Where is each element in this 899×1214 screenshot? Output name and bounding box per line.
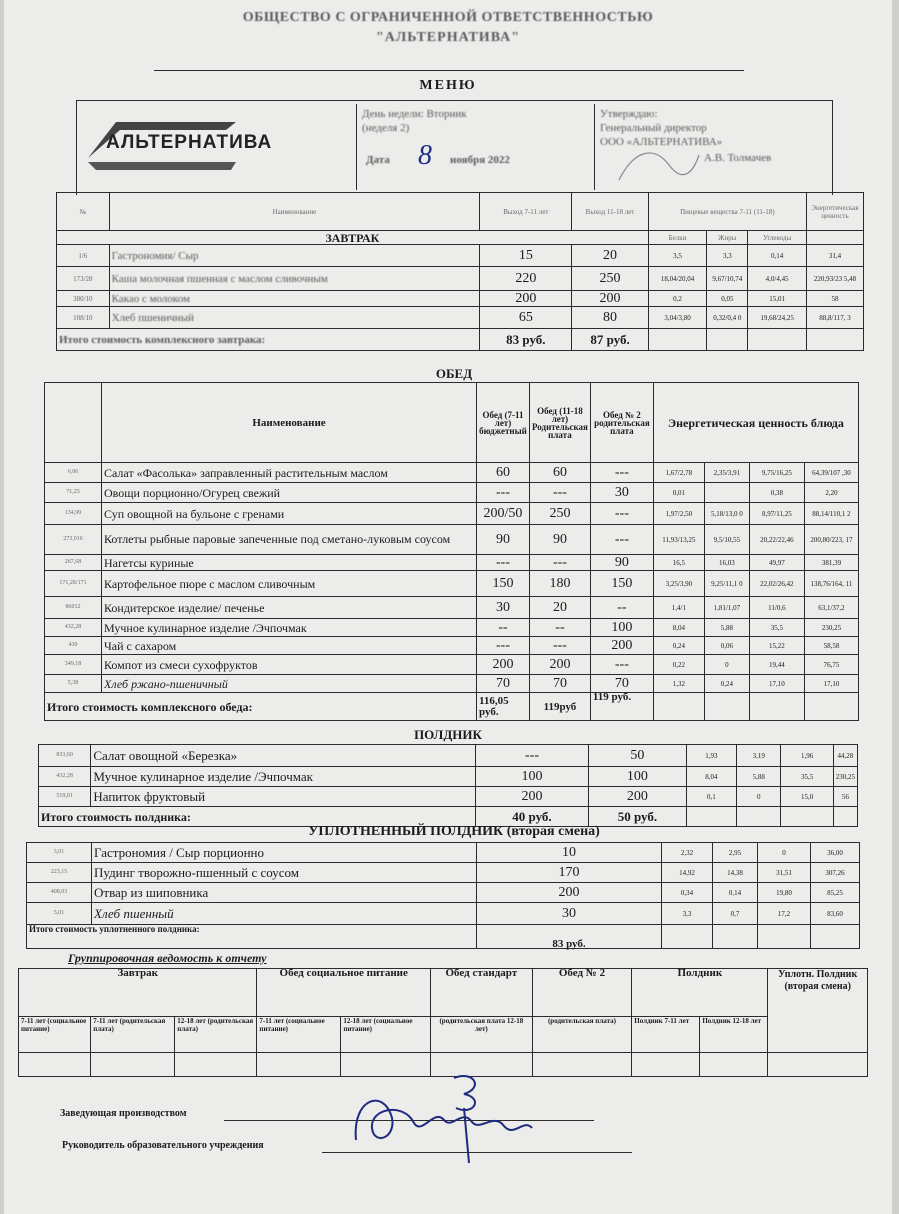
summary-title: Группировочная ведомость к отчету (68, 951, 267, 965)
table-row: 6,06 Салат «Фасолька» заправленный растительным маслом 60 60 --- 1,67/2,78 2,35/3,91 9,75/16,25 64,39/107 ,30 (45, 463, 859, 483)
table-row: 833,60 Салат овощной «Березка» --- 50 1,93 3,19 1,96 44,28 (39, 745, 858, 767)
logo-text: АЛЬТЕРНАТИВА (106, 132, 273, 153)
table-row: 430 Чай с сахаром --- --- 200 0,24 0,06 15,22 58,58 (45, 637, 859, 655)
lunch-col-name: Наименование (102, 383, 477, 463)
lunch-total-row: Итого стоимость комплексного обеда: 116,05 руб. 119руб 119 руб. (45, 693, 859, 721)
sub-fat: Жиры (707, 231, 748, 245)
sub-carbs: Углеводы (748, 231, 807, 245)
snack-total-row: Итого стоимость полдника: 40 руб. 50 руб. (39, 807, 858, 827)
table-row: 432,28 Мучное кулинарное изделие /Эчпочмак -- -- 100 8,04 5,88 35,5 230,25 (45, 619, 859, 637)
col-energy: Энергетическая ценность (807, 193, 864, 231)
table-row: 432,28 Мучное кулинарное изделие /Эчпочмак 100 100 8,04 5,88 35,5 230,25 (39, 767, 858, 787)
menu-title: МЕНЮ (419, 78, 477, 93)
table-row: 349,18 Компот из смеси сухофруктов 200 200 --- 0,22 0 19,44 76,75 (45, 655, 859, 675)
col-name: Наименование (109, 193, 480, 231)
col-out1: Выход 7-11 лет (480, 193, 572, 231)
approve-position: Генеральный директор (600, 122, 707, 134)
summary-lunch-social: Обед социальное питание (257, 969, 431, 1017)
summary-breakfast: Завтрак (19, 969, 257, 1017)
table-row: 1/6 Гастрономия/ Сыр 15 20 3,5 3,3 0,14 31,4 (57, 245, 864, 267)
table-row: 267,68 Нагетсы куриные --- --- 90 16,5 16,03 49,97 381,39 (45, 555, 859, 571)
table-row: 408,03 Отвар из шиповника 200 0,34 0,14 19,80 85,25 (27, 883, 860, 903)
table-row: 5,38 Хлеб ржано-пшеничный 70 70 70 1,32 0,24 17,10 17,10 (45, 675, 859, 693)
section-breakfast: ЗАВТРАК (57, 231, 649, 245)
day-label: День недели: Вторник (362, 108, 467, 120)
date-suffix: ноября 2022 (450, 154, 510, 166)
section-snack: ПОЛДНИК (414, 727, 482, 742)
date-label: Дата (366, 154, 390, 166)
menu-document (4, 0, 892, 1214)
approve-org: ООО «АЛЬТЕРНАТИВА» (600, 136, 723, 148)
col-num: № (57, 193, 110, 231)
lunch-col-c: Обед № 2 родительская плата (590, 383, 653, 463)
lunch-col-b: Обед (11-18 лет) Родительская плата (530, 383, 591, 463)
date-value: 8 (418, 140, 432, 171)
summary-lunch-std: Обед стандарт (431, 969, 533, 1017)
logo (86, 118, 326, 178)
section-lunch: ОБЕД (435, 366, 473, 381)
table-row: 86012 Кондитерское изделие/ печенье 30 20 -- 1,4/1 1,81/1,07 11/0,6 63,1/37,2 (45, 597, 859, 619)
table-row: 380/10 Какао с молоком 200 200 0,2 0,05 15,01 58 (57, 291, 864, 307)
lunch-col-a: Обед (7-11 лет) бюджетный (477, 383, 530, 463)
summary-snack2: Уплотн. Полдник (вторая смена) (768, 969, 868, 1053)
table-row: 71,25 Овощи порционно/Огурец свежий --- --- 30 0,01 0,38 2,20 (45, 483, 859, 503)
lunch-table (44, 382, 859, 721)
table-row: 223,15 Пудинг творожно-пшенный с соусом 170 14,92 14,38 31,51 307,26 (27, 863, 860, 883)
week-label: (неделя 2) (362, 122, 410, 134)
signature-icon (344, 1068, 544, 1168)
breakfast-total-row: Итого стоимость комплексного завтрака: 83 руб. 87 руб. (57, 329, 864, 351)
table-row: 3,01 Гастрономия / Сыр порционно 10 2,32 2,95 0 36,00 (27, 843, 860, 863)
table-row: 519,01 Напиток фруктовый 200 200 0,1 0 15,0 56 (39, 787, 858, 807)
approve-signature-icon (614, 140, 704, 190)
table-row: 273,016 Котлеты рыбные паровые запеченные под сметано-луковым соусом 90 90 --- 11,93/13,25 9,5/10,55 20,22/22,46 200,80/223, 17 (45, 525, 859, 555)
org-name-quoted: "АЛЬТЕРНАТИВА" (375, 30, 521, 45)
section-snack2: УПЛОТНЕННЫЙ ПОЛДНИК (вторая смена) (308, 824, 600, 839)
table-row: 108/10 Хлеб пшеничный 65 80 3,04/3,80 0,32/0,4 0 19,68/24,25 88,8/117, 3 (57, 307, 864, 329)
summary-snack: Полдник (632, 969, 768, 1017)
col-out2: Выход 11-18 лет (572, 193, 648, 231)
table-row: 173/28 Каша молочная пшенная с маслом сливочным 220 250 18,04/20,04 9,67/10,74 4,0/4,45 220,93/23 5,48 (57, 267, 864, 291)
approve-title: Утверждаю: (600, 108, 658, 120)
col-nutrients: Пищевые вещества 7-11 (11-18) (648, 193, 806, 231)
lunch-col-energy: Энергетическая ценность блюда (653, 383, 858, 463)
approve-name: А.В. Толмачев (704, 152, 772, 164)
table-row: 171,28/171 Картофельное пюре с маслом сливочным 150 180 150 3,25/3,90 9,25/11,1 0 22,02/26,42 138,76/164, 11 (45, 571, 859, 597)
sub-protein: Белки (648, 231, 707, 245)
breakfast-table (56, 192, 864, 351)
summary-table: Завтрак Обед социальное питание Обед стандарт Обед № 2 Полдник Уплотн. Полдник (вторая смена) 7-11 лет (социальное питание) 7-11 лет (родительская плата) 12-18 лет (родительская плата) 7-11 лет (социальное питание) 12-18 лет (социальное питание) (родительская плата 12-18 лет) (родительская плата) Полдник 7-11 лет Полдник 12-18 лет (18, 968, 868, 1077)
table-row: 5,01 Хлеб пшенный 30 3,3 0,7 17,2 83,60 (27, 903, 860, 925)
footer-head: Руководитель образовательного учреждения (62, 1140, 264, 1151)
snack-table (38, 744, 858, 827)
snack2-total-row: Итого стоимость уплотненного полдника: 83 руб. (27, 925, 860, 949)
snack2-table (26, 842, 860, 949)
footer-production: Заведующая производством (60, 1108, 187, 1119)
table-row: 134,99 Суп овощной на бульоне с гренами 200/50 250 --- 1,97/2,50 5,18/13,0 0 8,97/11,25 88,14/110,1 2 (45, 503, 859, 525)
org-name: ОБЩЕСТВО С ОГРАНИЧЕННОЙ ОТВЕТСТВЕННОСТЬЮ (242, 10, 654, 25)
summary-lunch2: Обед № 2 (532, 969, 632, 1017)
